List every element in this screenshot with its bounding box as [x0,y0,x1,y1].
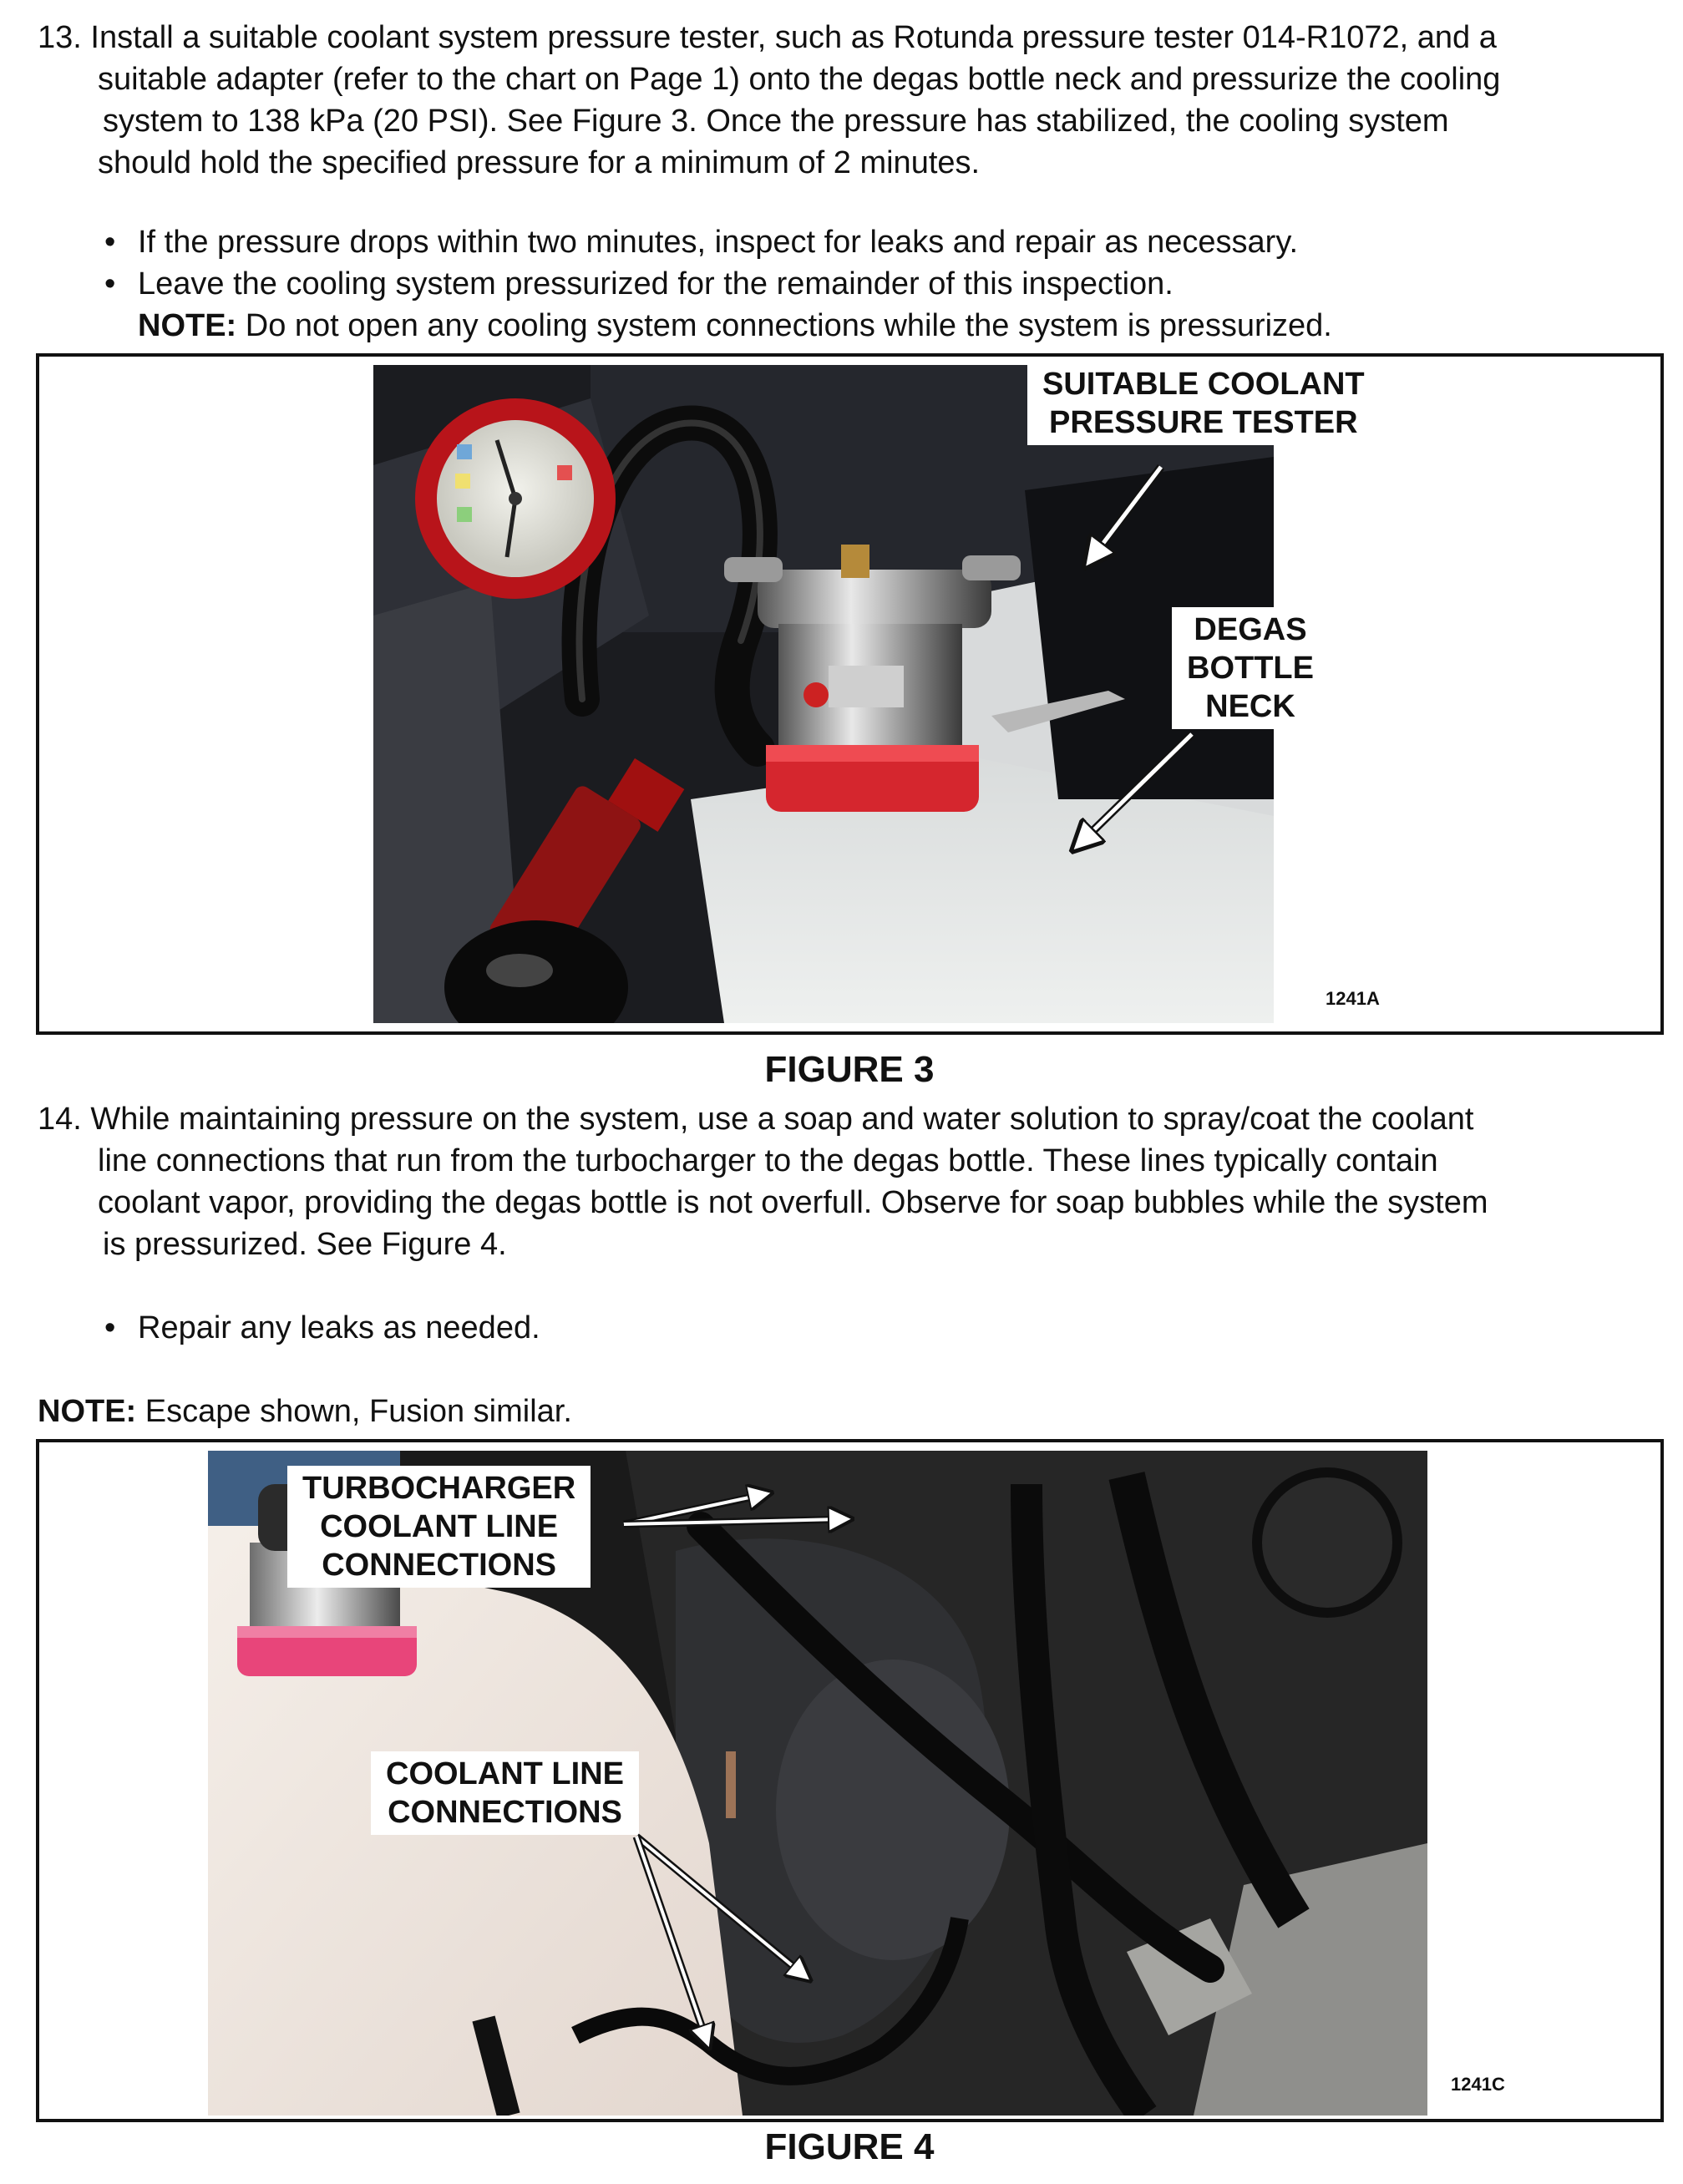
figure-4-id: 1241C [1451,2074,1505,2095]
note-text: Escape shown, Fusion similar. [136,1394,572,1429]
callout-line: SUITABLE COOLANT [1042,367,1365,402]
step-13-line: 13. Install a suitable coolant system pressure tester, such as Rotunda pressure tester 014-R1072, and a [38,20,1497,55]
figure-4-arrows [39,1442,1667,2126]
step-13-line: should hold the specified pressure for a minimum of 2 minutes. [98,145,981,180]
step-14-line: 14. While maintaining pressure on the system, use a soap and water solution to spray/coat the coolant [38,1102,1474,1137]
step-13-bullet: • Leave the cooling system pressurized for the remainder of this inspection. [138,263,1174,305]
step-14-note [38,1391,572,1432]
figure-4-frame [36,1439,1664,2122]
step-14-line: line connections that run from the turbocharger to the degas bottle. These lines typically contain [98,1143,1438,1178]
step-14-line: coolant vapor, providing the degas bottle is not overfull. Observe for soap bubbles while the system [98,1185,1488,1220]
callout-line: TURBOCHARGER [302,1471,576,1506]
figure-3-caption: FIGURE 3 [764,1049,935,1090]
step-13-note [138,305,1332,347]
figure-3-id: 1241A [1326,988,1380,1009]
note-label: NOTE: [138,308,237,343]
step-14-line: is pressurized. See Figure 4. [103,1227,507,1262]
callout-line: COOLANT LINE [320,1509,559,1544]
arrow-icon [1093,467,1161,556]
step-14-bullet: • Repair any leaks as needed. [138,1307,540,1349]
step-13-line: system to 138 kPa (20 PSI). See Figure 3. Once the pressure has stabilized, the cooling system [103,104,1449,139]
note-text: Do not open any cooling system connections while the system is pressurized. [236,308,1332,343]
figure-3-frame [36,353,1664,1035]
step-13-line: suitable adapter (refer to the chart on Page 1) onto the degas bottle neck and pressurize the cooling [98,62,1501,97]
arrow-icon [1082,734,1192,841]
callout-line: DEGAS [1194,612,1307,647]
callout-line: CONNECTIONS [388,1795,622,1830]
figure-3-arrows [39,357,1667,1038]
callout-line: PRESSURE TESTER [1049,405,1358,440]
step-13-bullet: • If the pressure drops within two minutes, inspect for leaks and repair as necessary. [138,221,1298,263]
note-label: NOTE: [38,1394,137,1429]
callout-line: CONNECTIONS [322,1548,556,1583]
callout-line: NECK [1205,689,1295,724]
step-14-paragraph [38,1098,1650,1265]
figure-4-caption: FIGURE 4 [764,2126,935,2167]
callout-line: COOLANT LINE [386,1756,624,1791]
step-13-paragraph [38,17,1650,184]
callout-line: BOTTLE [1187,651,1314,686]
